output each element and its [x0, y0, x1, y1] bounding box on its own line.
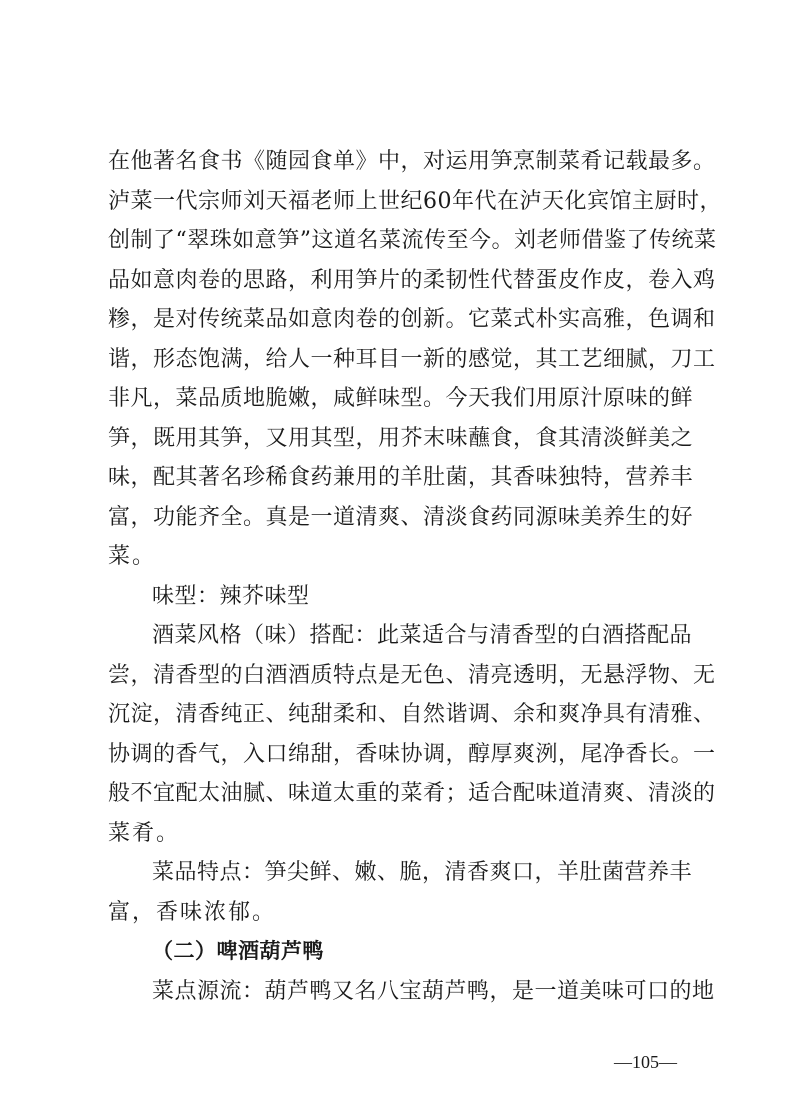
origin-paragraph-start: 菜点源流：葫芦鸭又名八宝葫芦鸭，是一道美味可口的地 [152, 978, 715, 1004]
text-line: 沉淀，清香纯正、纯甜柔和、自然谐调、余和爽净具有清雅、 [108, 702, 716, 727]
text-line: 富，功能齐全。真是一道清爽、清淡食药同源味美养生的好 [108, 504, 694, 530]
text-line: 笋，既用其笋，又用其型，用芥末味蘸食，食其清淡鲜美之 [108, 425, 694, 451]
text-line: 尝，清香型的白酒酒质特点是无色、清亮透明，无悬浮物、无 [108, 662, 716, 688]
text-line: 谐，形态饱满，给人一种耳目一新的感觉，其工艺细腻，刀工 [108, 346, 716, 372]
text-line: 般不宜配太油腻、味道太重的菜肴；适合配味道清爽、清淡的 [108, 781, 716, 806]
text-line: 品如意肉卷的思路，利用笋片的柔韧性代替蛋皮作皮，卷入鸡 [108, 267, 716, 293]
page-number: —105— [614, 1052, 677, 1072]
flavor-type-line: 味型：辣芥味型 [152, 583, 310, 609]
section-heading: （二）啤酒葫芦鸭 [152, 939, 324, 963]
text-line: 糁，是对传统菜品如意肉卷的创新。它菜式朴实高雅，色调和 [108, 307, 716, 332]
text-line: 在他著名食书《随园食单》中，对运用笋烹制菜肴记载最多。 [108, 149, 716, 174]
text-line: 创制了“翠珠如意笋”这道名菜流传至今。刘老师借鉴了传统菜 [108, 228, 717, 253]
features-paragraph-start: 菜品特点：笋尖鲜、嫩、脆，清香爽口，羊肚菌营养丰 [152, 860, 693, 885]
text-line: 味，配其著名珍稀食药兼用的羊肚菌，其香味独特，营养丰 [108, 465, 694, 490]
text-line: 协调的香气，入口绵甜，香味协调，醇厚爽洌，尾净香长。一 [108, 741, 716, 767]
text-line: 非凡，菜品质地脆嫩，咸鲜味型。今天我们用原汁原味的鲜 [108, 386, 694, 411]
body-text [108, 142, 722, 1011]
text-line: 富，香味浓郁。 [108, 899, 277, 925]
pairing-paragraph-start: 酒菜风格（味）搭配：此菜适合与清香型的白酒搭配品 [152, 623, 693, 648]
text-line: 菜肴。 [108, 820, 181, 846]
text-line: 泸菜一代宗师刘天福老师上世纪60年代在泸天化宾馆主厨时， [108, 188, 722, 214]
text-line: 菜。 [108, 544, 157, 569]
